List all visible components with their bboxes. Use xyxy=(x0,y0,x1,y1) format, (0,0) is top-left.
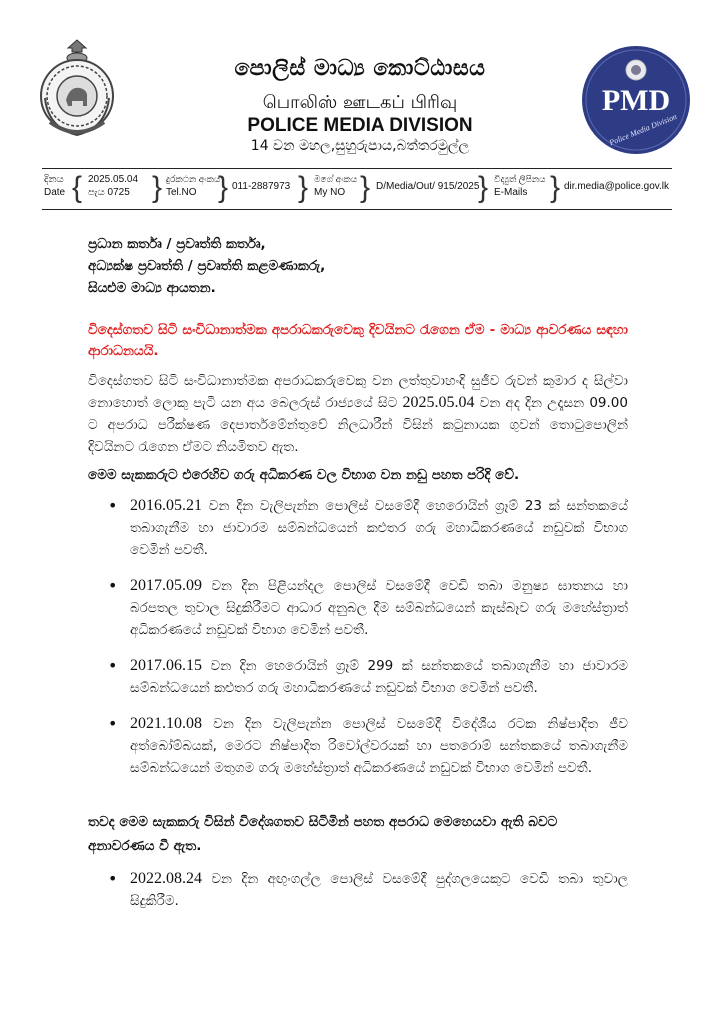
date-label: දිනය Date xyxy=(44,174,66,198)
tel-value: 011-2887973 xyxy=(232,181,291,192)
subject-heading: විදෙස්ගතව සිටි සංවිධානාත්මක අපරාධකරුවෙකු දිවයිනට රැගෙන ඒම - මාධ්‍ය ආවරණය සඳහා ආරාධනයයි. xyxy=(88,322,628,359)
division-title-english: POLICE MEDIA DIVISION xyxy=(247,115,473,136)
police-emblem-logo xyxy=(36,38,118,142)
cases-heading: මෙම සැකකරුට එරෙහිව ගරු අධිකරණ වල විභාග වන නඩු පහත පරිදි වේ. xyxy=(88,467,520,483)
list-item: • 2021.10.08 වන දින වැලිපැන්න පොලිස් වසමේදී විදේශීය රටක නිෂ්පාදිත ජීව අත්බෝම්බයක්, මෙරට නිෂ්පාදිත රිවෝල්වරයක් හා පතරොම් සන්තකයේ තබාගැනීම සම්බන්ධයෙන් මතුගම ගරු මහේස්ත්‍රාත් අධිකරණයේ නඩුවක් විභාග වෙමින් පවතී. xyxy=(108,714,628,776)
pmd-logo-subtext: Police Media Division xyxy=(608,112,679,148)
list-item: • 2017.06.15 වන දින හෙරොයින් ග්‍රෑම් 299 ක් සන්තකයේ තබාගැනීම හා ජාවාරම සම්බන්ධයෙන් කළුතර ගරු මහාධිකරණයේ නඩුවක් විභාග වෙමින් පවතී. xyxy=(108,656,628,696)
bracket-divider: } xyxy=(152,171,163,204)
email-value: dir.media@police.gov.lk xyxy=(564,181,670,192)
pmd-logo-letters: PMD xyxy=(601,84,671,117)
list-item: • 2017.05.09 වන දින පිළියන්දල පොලිස් වසමේදී වෙඩි තබා මනුෂ්‍ය ඝාතනය හා බරපතල තුවාල සිදුකිරීමට ආධාර අනුබල දීම සම්බන්ධයෙන් කැස්බෑව ගරු මහේස්ත්‍රාත් අධිකරණයේ නඩුවක් විභාග වෙමින් පවතී. xyxy=(108,576,628,638)
division-title-tamil: பொலிஸ் ஊடகப் பிரிவு xyxy=(262,92,458,113)
addressee-line: අධ්‍යක්ෂ ප්‍රවෘත්ති / ප්‍රවෘත්ති කළමණාකරු, xyxy=(88,258,326,274)
pmd-logo xyxy=(580,44,692,156)
division-address: 14 වන මහල,සුහුරුපාය,බත්තරමුල්ල xyxy=(250,138,470,154)
email-label: විද්‍යුත් ලිපිනය E-Mails xyxy=(494,174,546,198)
arrival-date: 2025.05.04 xyxy=(402,394,475,411)
date-value: 2025.05.04 පැය 0725 xyxy=(88,174,139,198)
bracket-divider: } xyxy=(298,171,309,204)
bracket-divider: } xyxy=(478,171,489,204)
bracket-divider: { xyxy=(72,171,83,204)
bracket-divider: } xyxy=(550,171,561,204)
intro-paragraph: විදෙස්ගතව සිටි සංවිධානාත්මක අපරාධකරුවෙකු වන ලත්තුවාහංදි සුජීව රුවන් කුමාර ද සිල්වා නොහොත් ලොකු පැටී යන අය බෙලරුස් රාජ්‍යයේ සිට 2025.05.04 වන අද දින උදෑසන 09.00 ට අපරාධ පරීක්ෂණ දෙපාර්තමේන්තුවේ නිලධාරීන් විසින් කටුනායක ගුවන් තොටුපොලින් දිවයිනට රැගෙන ඒමට නියමිතව ඇත. xyxy=(88,373,628,455)
bracket-divider: } xyxy=(360,171,371,204)
bracket-divider: } xyxy=(218,171,229,204)
addressee-block xyxy=(88,233,325,299)
my-number-value: D/Media/Out/ 915/2025 xyxy=(376,181,480,192)
addressee-line: සියළුම මාධ්‍ය ආයතන. xyxy=(88,280,216,296)
list-item: • 2016.05.21 වන දින වැලිපැන්න පොලිස් වසමේදී හෙරොයින් ග්‍රෑම් 23 ක් සන්තකයේ තබාගැනීම හා ජාවාරම සම්බන්ධයෙන් කළුතර ගරු මහාධිකරණයේ නඩුවක් විභාග වෙමින් පවතී. xyxy=(108,496,628,558)
cases-list xyxy=(88,495,628,779)
reference-info-strip xyxy=(42,168,672,210)
further-crimes-paragraph: තවද මෙම සැකකරු විසින් විදේශගතව සිටිමින් පහත අපරාධ මෙහෙයවා ඇති බවට අනාවරණය වී ඇත. xyxy=(88,814,558,854)
list-item: • 2022.08.24 වන දින අඟුංගල්ල පොලිස් වසමේදී පුද්ගලයෙකුට වෙඩි තබා තුවාල සිදුකිරීම. xyxy=(108,869,628,909)
division-title-sinhala: පොලිස් මාධ්‍ය කොට්ඨාසය xyxy=(234,56,486,81)
tel-label: දුරකථන අංකය Tel.NO xyxy=(166,174,221,198)
my-number-label: මගේ අංකය My NO xyxy=(314,174,358,198)
addressee-line: ප්‍රධාන කර්තෘ / ප්‍රවෘත්ති කර්තෘ, xyxy=(88,236,266,252)
crimes-list xyxy=(88,868,628,912)
